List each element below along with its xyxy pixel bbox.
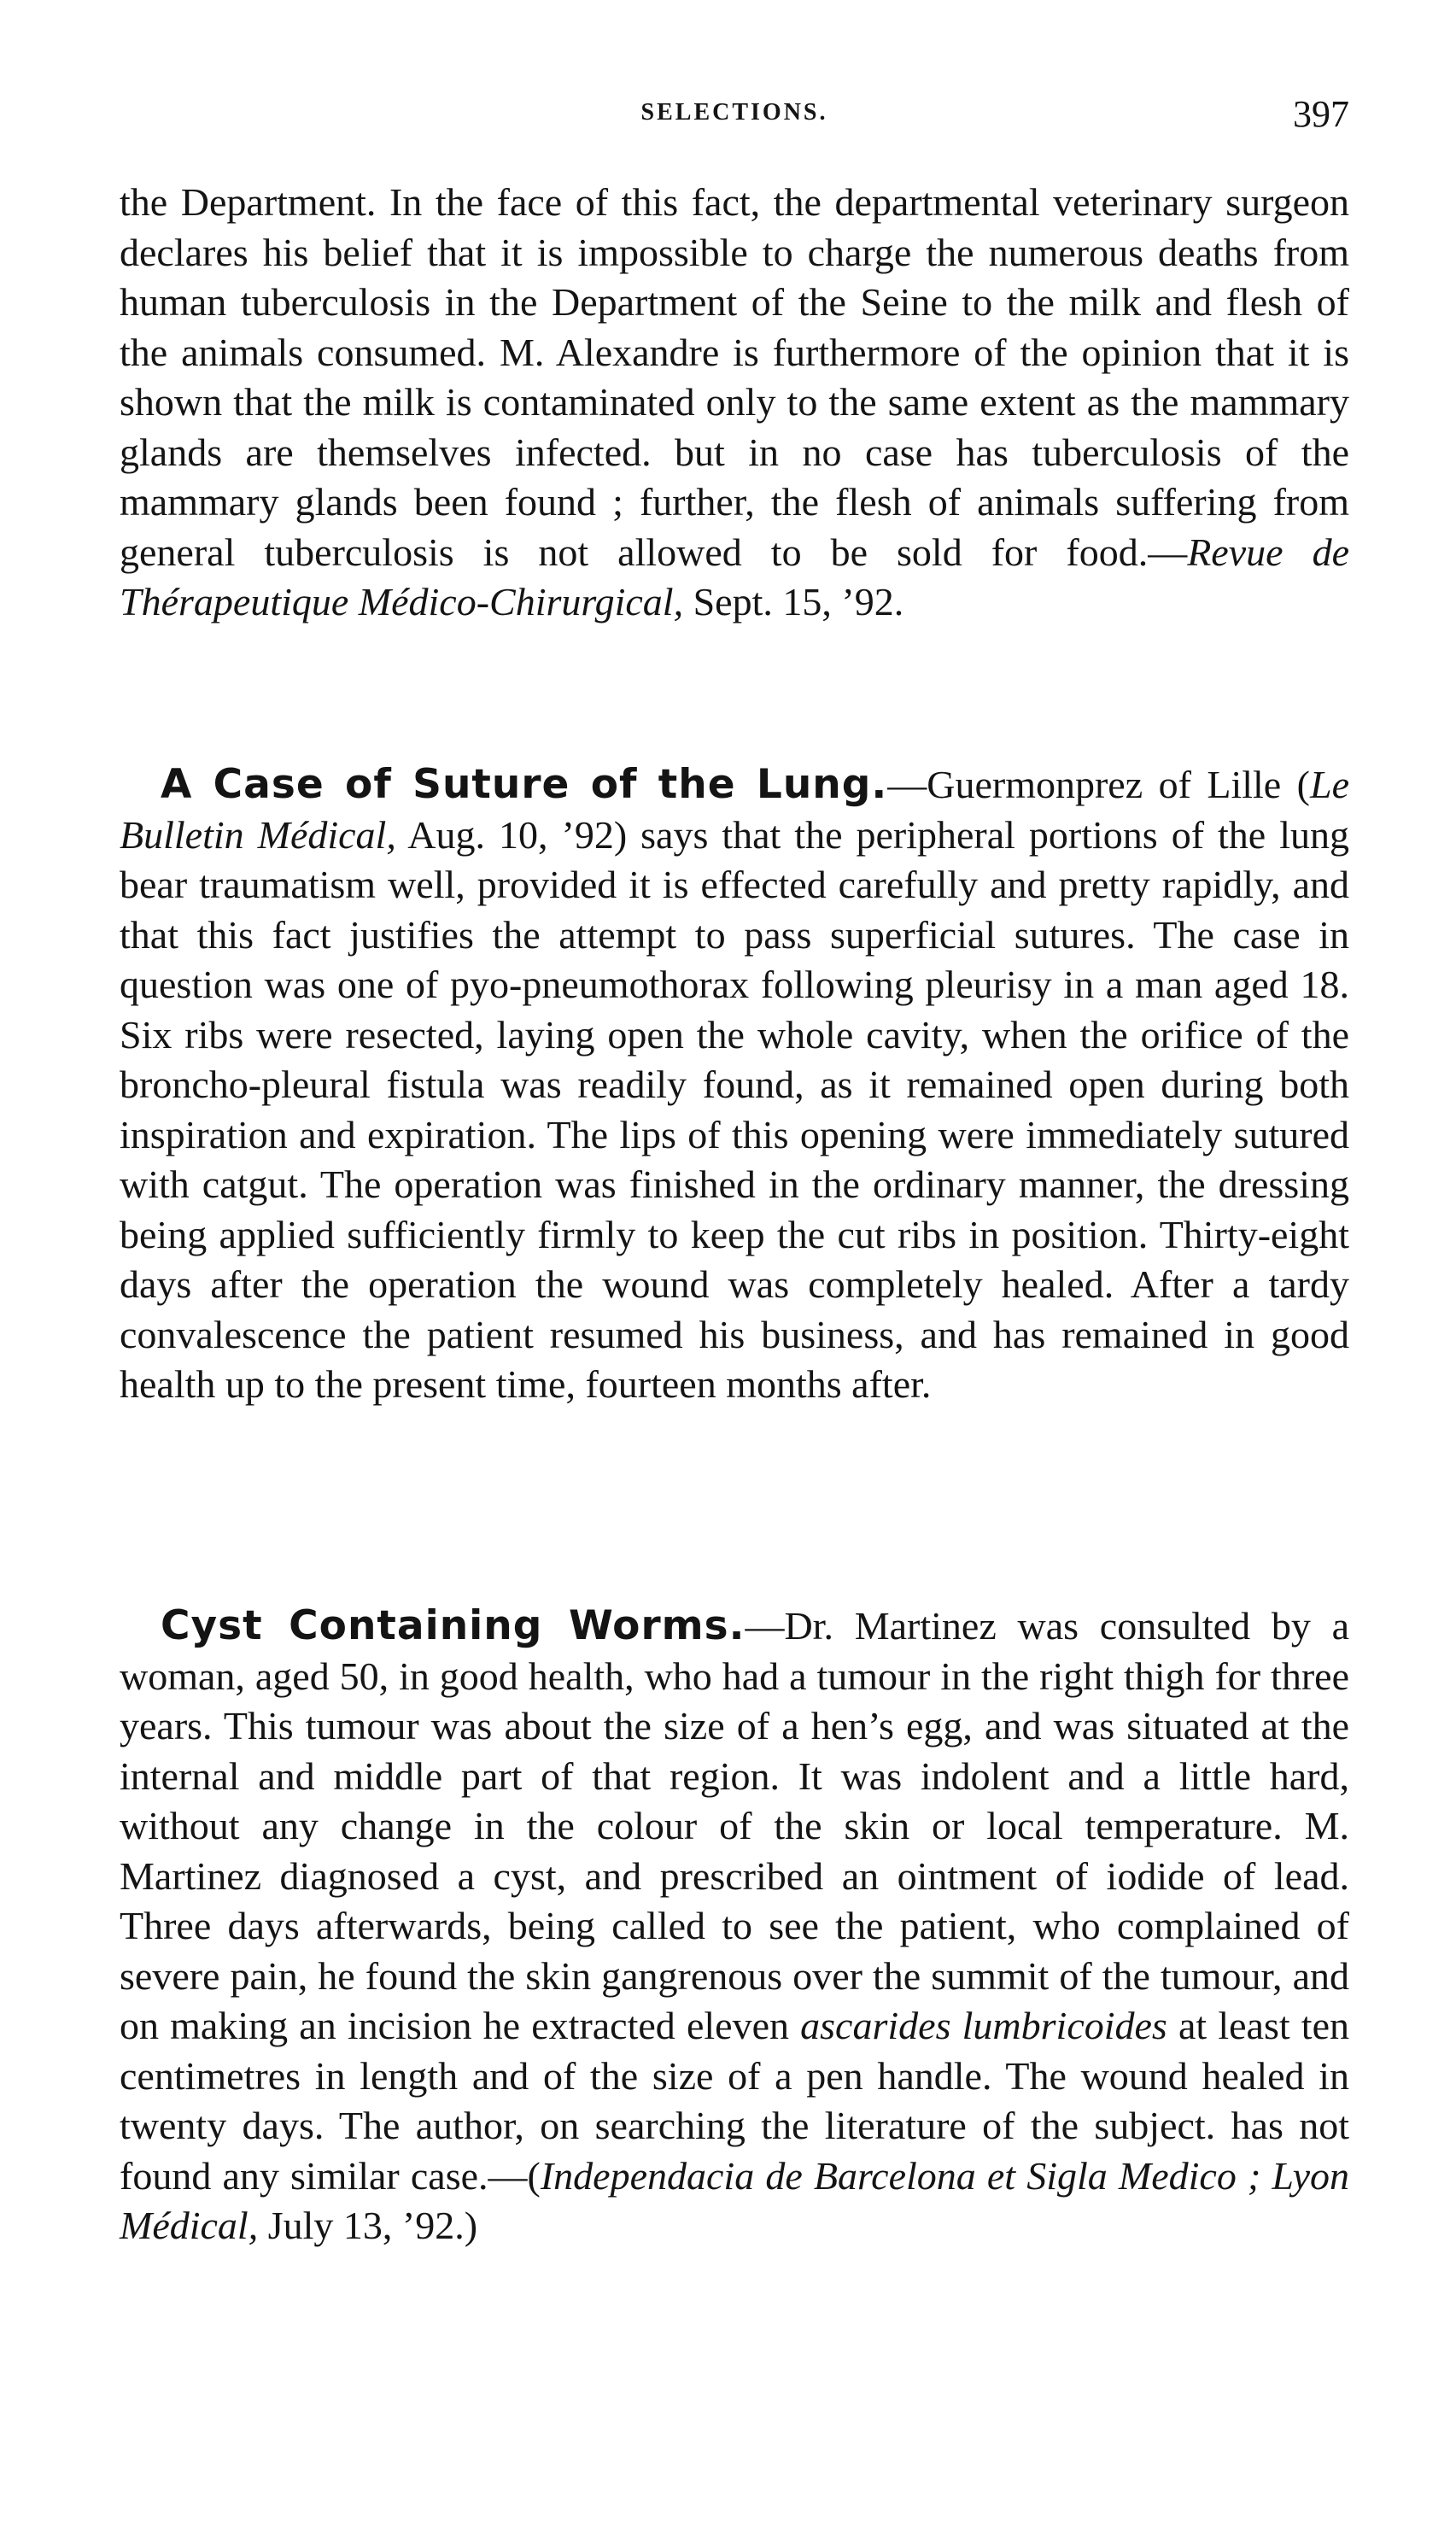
continuation-citation: Revue de Thérapeutique Médico-Chirurgical, xyxy=(120,530,1349,623)
running-title: SELECTIONS. xyxy=(640,99,828,126)
article-suture-of-lung xyxy=(120,760,1349,1410)
continuation-paragraph xyxy=(120,178,1349,628)
article-date: July 13, ’92.) xyxy=(258,2204,478,2247)
species-name: ascarides lumbricoides xyxy=(800,2004,1167,2047)
continuation-citation-date: Sept. 15, ’92. xyxy=(683,580,904,623)
continuation-text: the Department. In the face of this fact, the departmental veterinary surgeon declares his belief that it is impossible to charge the numerous deaths from human tuberculosis in the Department of the Seine to the milk and flesh of the animals consumed. M. Alexandre is furthermore of the opinion that it is shown that the milk is contaminated only to the same extent as the mammary glands are themselves infected. but in no case has tuberculosis of the mammary glands been found ; further, the flesh of animals suffering from general tuberculosis is not allowed to be sold for food.— xyxy=(120,180,1349,574)
article-sources: Independacia de Barcelona et Sigla Medico ; Lyon Médical, xyxy=(120,2153,1350,2247)
article-heading: Cyst Containing Worms. xyxy=(161,1602,746,1649)
article-body-continued: at least ten centimetres in length and of the size of a pen handle. The wound healed in twenty days. The author, on searching the literature of the subject. has not found any similar case.—( xyxy=(120,2004,1349,2198)
article-cyst-containing-worms xyxy=(120,1601,1349,2251)
article-heading: A Case of Suture of the Lung. xyxy=(161,761,888,808)
page-number: 397 xyxy=(1293,93,1349,135)
article-source: Le Bulletin Médical, xyxy=(120,763,1349,857)
article-lead: —Guermonprez of Lille ( xyxy=(887,763,1310,806)
article-body: —Dr. Martinez was consulted by a woman, aged 50, in good health, who had a tumour in the right thigh for three years. This tumour was about the size of a hen’s egg, and was situated at the internal and middle part of that region. It was indolent and a little hard, without any change in the colour of the skin or local temperature. M. Martinez diagnosed a cyst, and prescribed an ointment of iodide of lead. Three days afterwards, being called to see the patient, who complained of severe pain, he found the skin gangrenous over the summit of the tumour, and on making an incision he extracted eleven xyxy=(120,1604,1349,2047)
article-body: Aug. 10, ’92) says that the peripheral portions of the lung bear traumatism well, provided it is effected carefully and pretty rapidly, and that this fact justifies the attempt to pass superficial sutures. The case in question was one of pyo-pneumothorax following pleurisy in a man aged 18. Six ribs were resected, laying open the whole cavity, when the orifice of the broncho-pleural fistula was readily found, as it remained open during both inspiration and expiration. The lips of this opening were immediately sutured with catgut. The operation was finished in the ordinary manner, the dressing being applied sufficiently firmly to keep the cut ribs in position. Thirty-eight days after the operation the wound was completely healed. After a tardy convalescence the patient resumed his business, and has remained in good health up to the present time, fourteen months after. xyxy=(120,812,1349,1406)
running-head xyxy=(120,92,1349,143)
